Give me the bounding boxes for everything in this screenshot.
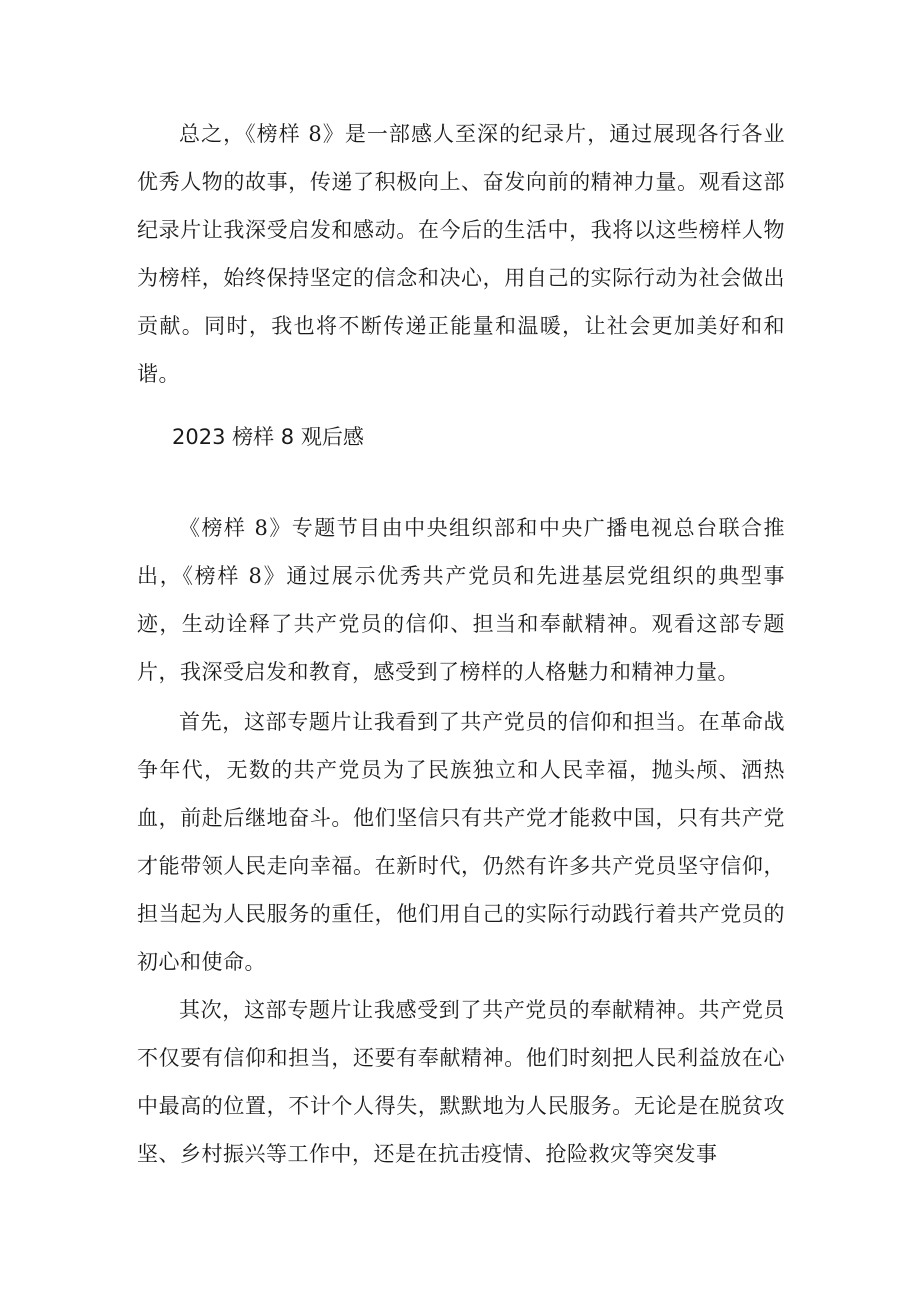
first-point-paragraph: 首先，这部专题片让我看到了共产党员的信仰和担当。在革命战争年代，无数的共产党员为了民族独立和人民幸福，抛头颅、洒热血，前赴后继地奋斗。他们坚信只有共产党才能救中国，只有共产党才能带领人民走向幸福。在新时代，仍然有许多共产党员坚守信仰，担当起为人民服务的重任，他们用自己的实际行动践行着共产党员的初心和使命。 (137, 710, 785, 974)
closing-paragraph: 总之，《榜样 8》是一部感人至深的纪录片，通过展现各行各业优秀人物的故事，传递了积极向上、奋发向前的精神力量。观看这部纪录片让我深受启发和感动。在今后的生活中，我将以这些榜样人物为榜样，始终保持坚定的信念和决心，用自己的实际行动为社会做出贡献。同时，我也将不断传递正能量和温暖，让社会更加美好和和谐。 (137, 122, 785, 386)
intro-paragraph: 《榜样 8》专题节目由中央组织部和中央广播电视总台联合推出，《榜样 8》通过展示优秀共产党员和先进基层党组织的典型事迹，生动诠释了共产党员的信仰、担当和奉献精神。观看这部专题片，我深受启发和教育，感受到了榜样的人格魅力和精神力量。 (137, 516, 785, 684)
section-heading: 2023 榜样 8 观后感 (172, 425, 364, 449)
second-point-paragraph: 其次，这部专题片让我感受到了共产党员的奉献精神。共产党员不仅要有信仰和担当，还要有奉献精神。他们时刻把人民利益放在心中最高的位置，不计个人得失，默默地为人民服务。无论是在脱贫攻坚、乡村振兴等工作中，还是在抗击疫情、抢险救灾等突发事 (137, 998, 785, 1166)
